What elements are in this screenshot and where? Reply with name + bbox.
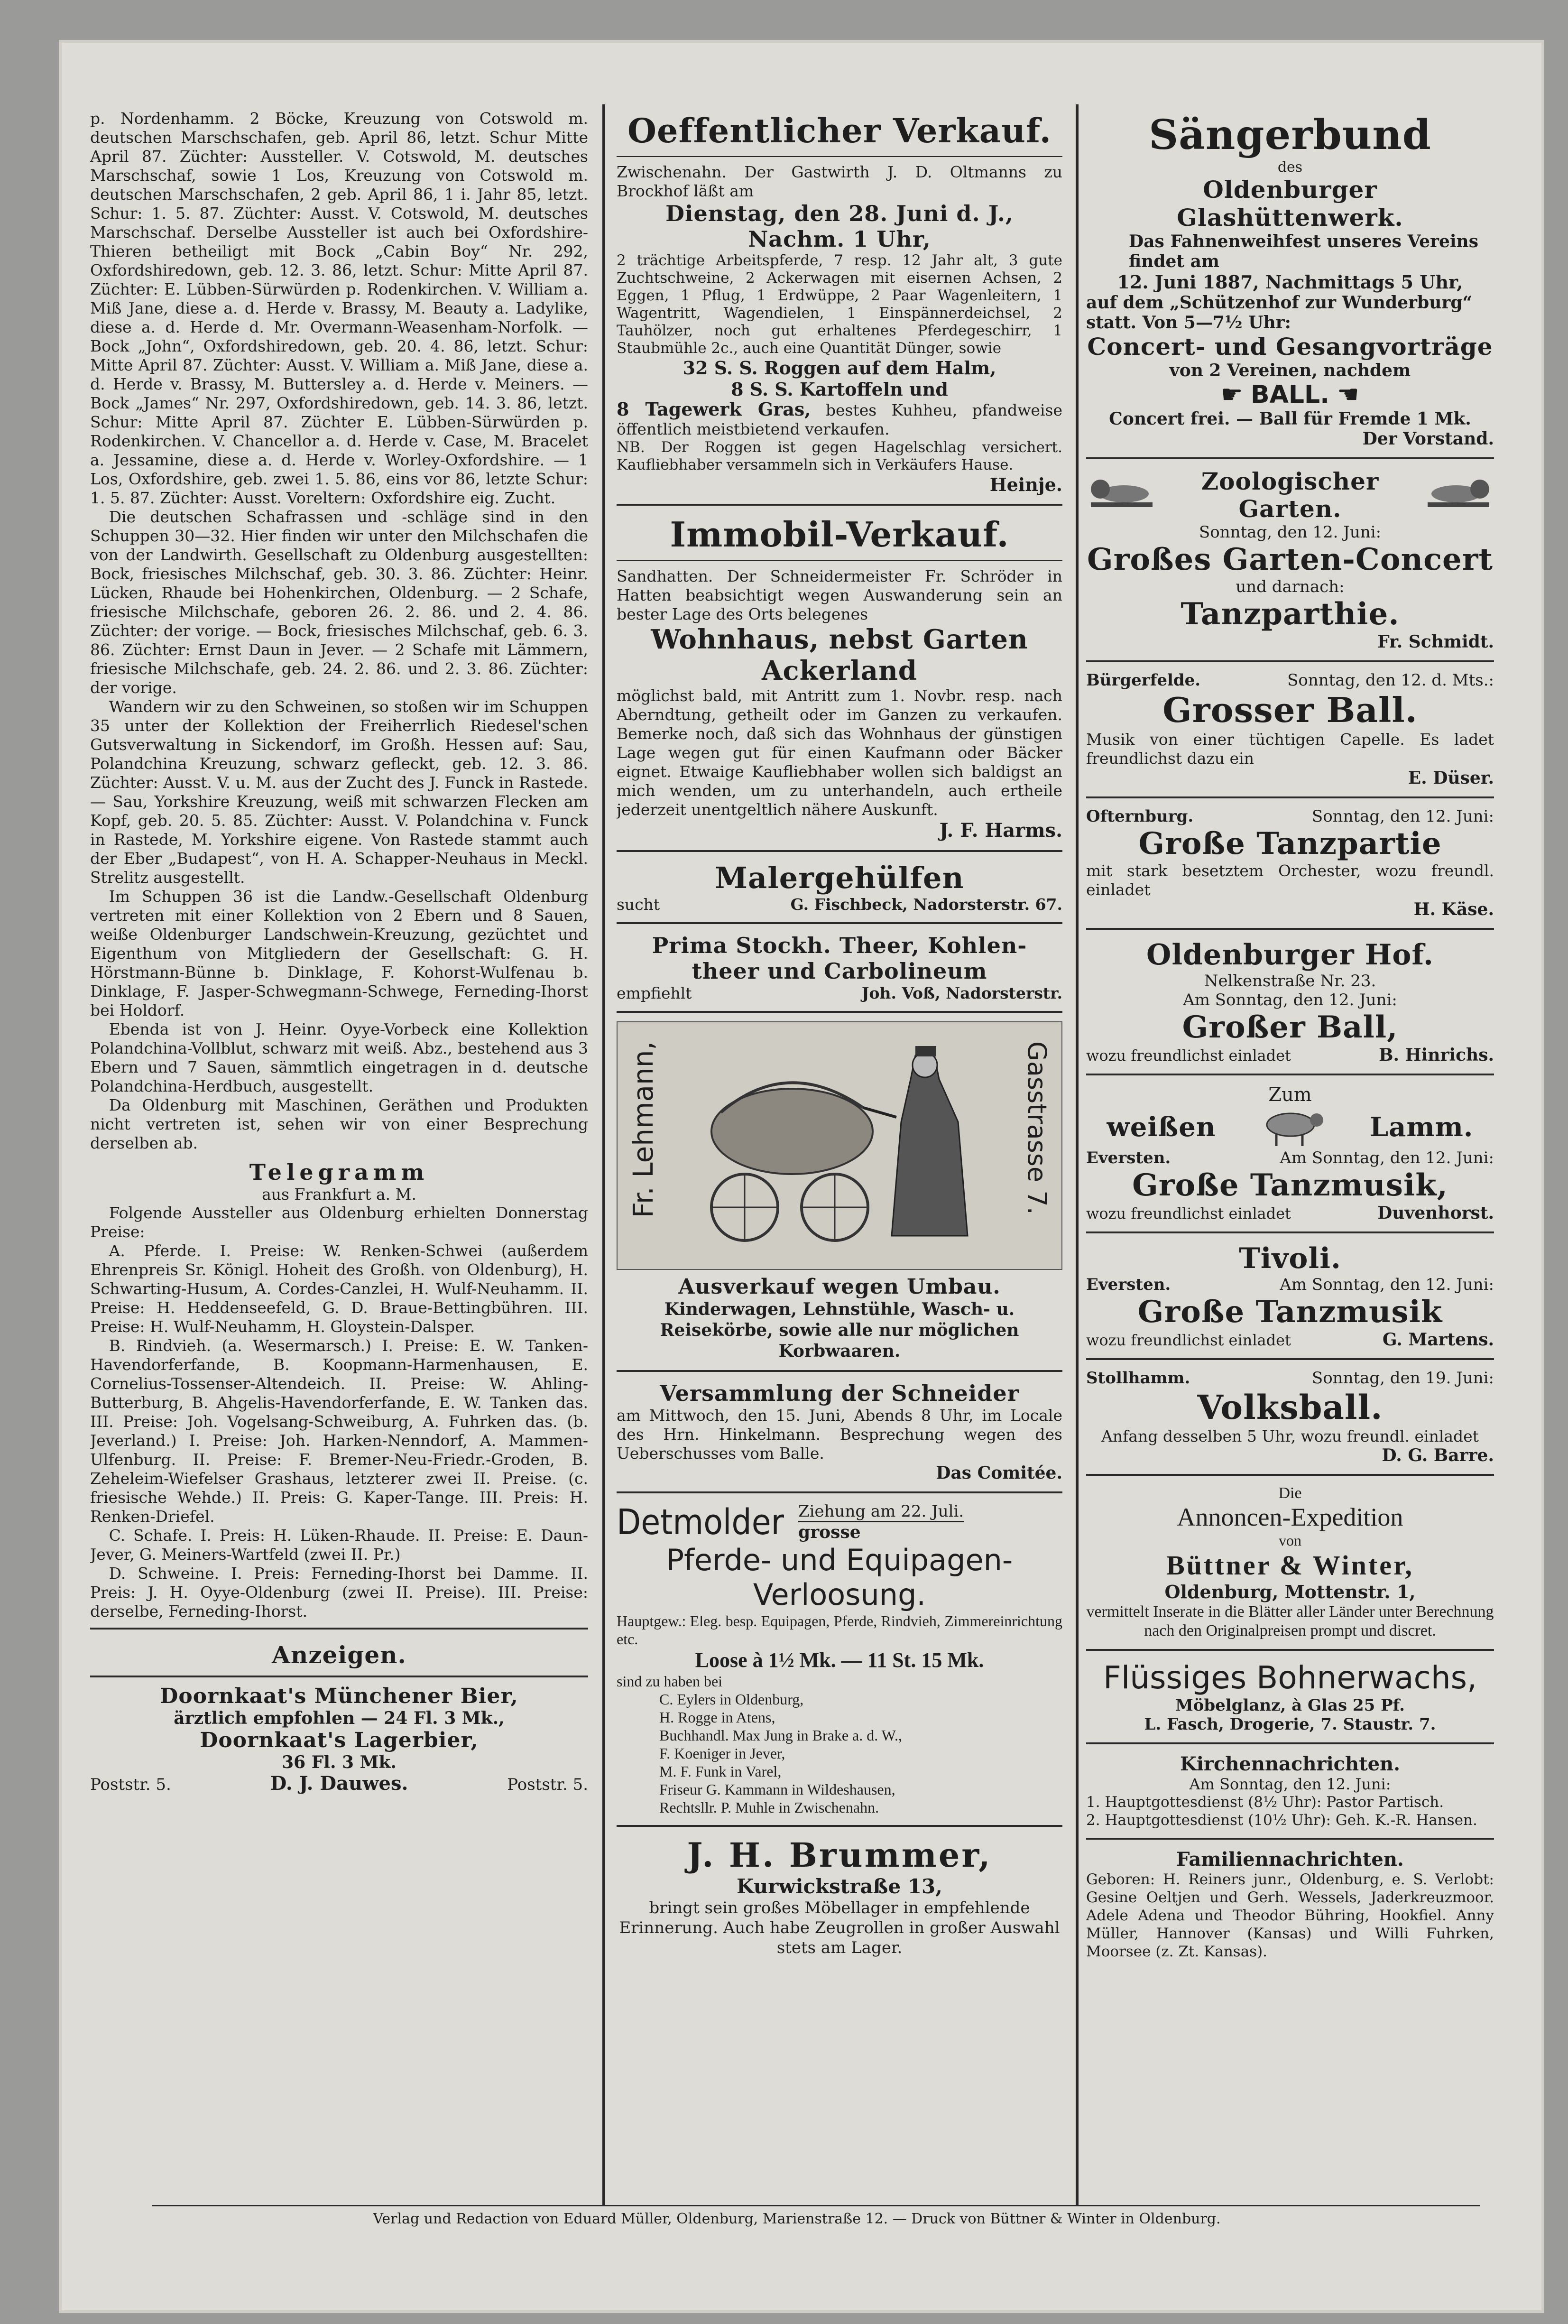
article-paragraph: Wandern wir zu den Schweinen, so stoßen wir im Schuppen 35 unter der Kollektion der Freiherrlich Riedesel'schen Gutsverwaltung in Sickendorf, im Großh. Hessen auf: Sau, Polandchina Kreuzung, schwarz gefleckt, geb. 12. 3. 86. Züchter: Ausst. V. u. M. aus der Zucht des J. Funck in Rastede. — Sau, Yorkshire Kreuzung, weiß mit schwarzen Flecken am Kopf, geb. 20. 5. 85. Züchter: Ausst. V. Polandchina v. Funck in Rastede, M. Yorkshire eigene. Von Rastede stammt auch der Eber „Budapest“, von H. A. Schapper-Neuhaus in Meckl. Strelitz ausgestellt. <box>90 697 588 887</box>
ad-lamm: Lamm. <box>1369 1111 1474 1143</box>
ad-address: Nelkenstraße Nr. 23. <box>1204 972 1376 991</box>
ad-zum: Zum <box>1268 1084 1312 1106</box>
ad-headline: Wohnhaus, nebst Garten <box>651 624 1028 655</box>
ad-concert: Concert- und Gesangvorträge <box>1087 333 1493 361</box>
ad-place: Eversten. <box>1086 1148 1171 1167</box>
ad-vereine: von 2 Vereinen, nachdem <box>1169 361 1411 380</box>
telegram-origin: aus Frankfurt a. M. <box>262 1185 416 1204</box>
ad-title: Große Tanzpartie <box>1138 826 1442 861</box>
ad-tivoli <box>1086 1240 1494 1352</box>
ad-body: Anfang desselben 5 Uhr, wozu freundl. einladet <box>1101 1427 1479 1445</box>
ad-date: Sonntag, den 12. d. Mts.: <box>1287 671 1494 690</box>
ad-signature: Das Comitée. <box>936 1463 1062 1483</box>
divider <box>1086 457 1494 459</box>
ad-address: Oldenburg, Mottenstr. 1, <box>1164 1581 1416 1602</box>
ad-stollhamm <box>1086 1367 1494 1467</box>
column-rule-left <box>602 104 605 2206</box>
ad-invite: wozu freundlichst einladet <box>1086 1331 1291 1349</box>
ad-malergehuelfen <box>617 859 1062 916</box>
section-title: Familiennachrichten. <box>1176 1848 1404 1870</box>
telegram-paragraph: B. Rindvieh. (a. Wesermarsch.) I. Preise: E. W. Tanken-Havendorferfande, B. Koopmann-Harmenhausen, E. Cornelius-Tossenser-Altendeich. II. Preise: W. Ahling-Butterburg, B. Ahgelis-Havendorferfande, E. W. Tanken das. III. Preise: Joh. Vogelsang-Schweiburg, A. Fuhrken das. (b. Jeverland.) I. Preise: Joh. Harken-Nenndorf, A. Mammen-Ulfenburg. II. Preise: F. Bremer-Neu-Friedr.-Groden, B. Zeheleim-Wiefelser Grashaus, letzterer zwei II. Preise. (c. friesische Wehde.) II. Preis: G. Kaper-Tange. III. Preis: H. Renken-Driefel. <box>90 1336 588 1526</box>
ad-rest: bestes Kuhheu, pfandweise öffentlich meistbietend verkaufen. <box>617 401 1062 438</box>
detmold-draw-date: Ziehung am 22. Juli. <box>798 1502 964 1522</box>
ad-body: mit stark besetztem Orchester, wozu freundl. einladet <box>1086 861 1494 899</box>
divider <box>1086 1474 1494 1476</box>
ad-headline: Große Tanzmusik <box>1137 1294 1443 1330</box>
divider <box>1086 796 1494 798</box>
ad-die: Die <box>1278 1484 1302 1502</box>
divider <box>1086 660 1494 662</box>
service-line: 2. Hauptgottesdienst (10½ Uhr): Geh. K.-R. Hansen. <box>1086 1812 1477 1829</box>
pram-woman-image <box>692 1037 987 1255</box>
ad-schneider <box>617 1379 1062 1485</box>
ad-header-row <box>1086 1275 1494 1294</box>
divider <box>1086 928 1494 930</box>
telegram-paragraph: Folgende Aussteller aus Oldenburg erhielten Donnerstag Preise: <box>90 1204 588 1241</box>
ad-oeffentlicher-verkauf <box>617 109 1062 497</box>
zoo-title-2: Garten. <box>1238 495 1342 523</box>
ad-body: möglichst bald, mit Antritt zum 1. Novbr. resp. nach Aberndtung, getheilt oder im Ganzen zu verkaufen. Bemerke noch, daß sich das Wohnhaus der günstigen Lage wegen gut für einen Kaufmann oder Bäcker eignet. Etwaige Kaufliebhaber wollen sich baldigst an mich wenden, um zu unterhandeln, auch ertheile jederzeit unentgeltlich nähere Auskunft. <box>617 686 1062 819</box>
ad-footer-row <box>1086 1203 1494 1223</box>
ad-header-row <box>1086 1148 1494 1167</box>
ad-signature: Der Vorstand. <box>1362 429 1494 449</box>
article-paragraph: Im Schuppen 36 ist die Landw.-Gesellschaft Oldenburg vertreten mit einer Kollektion von 2 Ebern und 8 Sauen, weiße Oldenburger Landschwein-Kreuzung, gezüchtet und Eigenthum von Mitgliedern der Gesellschaft: G. H. Hörstmann-Bünne b. Dinklage, F. Kohorst-Wulfenau b. Dinklage, F. Jasper-Schwegmann-Schwege, Ferneding-Ihorst bei Holdorf. <box>90 887 588 1019</box>
service-line: 1. Hauptgottesdienst (8½ Uhr): Pastor Partisch. <box>1086 1794 1444 1811</box>
ad-title: Flüssiges Bohnerwachs, <box>1103 1659 1477 1696</box>
ad-title: Sängerbund <box>1149 111 1431 159</box>
detmold-prizes: Hauptgew.: Eleg. besp. Equipagen, Pferde, Rindvieh, Zimmereinrichtung etc. <box>617 1612 1062 1648</box>
divider <box>617 504 1062 506</box>
ad-title: Malergehülfen <box>715 861 964 895</box>
telegram-body <box>90 1204 588 1621</box>
ad-body: bringt sein großes Möbellager in empfehlende Erinnerung. Auch habe Zeugrollen in großer Auswahl stets am Lager. <box>619 1898 1060 1957</box>
divider <box>617 922 1062 924</box>
detmold-city: Detmolder <box>617 1502 784 1543</box>
ad-note: NB. Der Roggen ist gegen Hagelschlag versichert. Kaufliebhaber versammeln sich in Verkäufers Hause. <box>617 439 1062 473</box>
telegram-paragraph: A. Pferde. I. Preise: W. Renken-Schwei (außerdem Ehrenpreis Sr. Königl. Hoheit des Großh. von Oldenburg), H. Schwarting-Husum, A. Cordes-Canzlei, H. Wulf-Neuhamm. II. Preise: H. Heddenseefeld, G. D. Braue-Bettingbühren. III. Preise: H. Wulf-Neuhamm, H. Gloystein-Dalsper. <box>90 1241 588 1336</box>
ad-product: Möbelglanz, à Glas 25 Pf. <box>1175 1696 1405 1715</box>
divider <box>1086 1074 1494 1075</box>
ad-verb: sucht <box>617 895 660 914</box>
ad-body: Musik von einer tüchtigen Capelle. Es ladet freundlichst dazu ein <box>1086 730 1494 768</box>
ad-headline-2: Ackerland <box>762 655 917 686</box>
ad-date: Sonntag, den 12. Juni: <box>1199 523 1382 542</box>
ad-place: Ofternburg. <box>1086 807 1194 826</box>
doornkaat-line-3: Doornkaat's Lagerbier, <box>200 1728 479 1752</box>
divider <box>90 1628 588 1630</box>
ad-footer-row <box>617 984 1062 1002</box>
ad-immobil-verkauf <box>617 512 1062 843</box>
pointing-hand-icon: ☛ <box>1337 380 1360 409</box>
ad-title: Oldenburger Hof. <box>1146 938 1434 972</box>
ad-time: Nachm. 1 Uhr, <box>748 226 931 252</box>
ad-place: Stollhamm. <box>1086 1369 1190 1388</box>
ad-headline-2: Tanzparthie. <box>1181 596 1400 632</box>
ad-signature: J. F. Harms. <box>939 819 1062 842</box>
ad-date: Am Sonntag, den 12. Juni: <box>1280 1148 1494 1167</box>
ad-zoologischer-garten <box>1086 466 1494 654</box>
ad-date: Sonntag, den 19. Juni: <box>1311 1369 1494 1388</box>
ad-theer <box>617 931 1062 1004</box>
divider <box>617 1011 1062 1013</box>
article-paragraph: Die deutschen Schafrassen und -schläge sind in den Schuppen 30—32. Hier finden wir unter den Milchschafen die von der Landwirth. Gesellschaft zu Oldenburg ausgestellten: Bock, friesisches Milchschaf, geb. 30. 3. 86. Züchter: Heinr. Lücken, Rhaude bei Hohenkirchen, Oldenburg. — 2 Schafe, friesische Milchschafe, geboren 26. 2. 86. und 2. 4. 86. Züchter: der vorige. — Bock, friesisches Milchschaf, geb. 6. 3. 86. Züchter: Ernst Daun in Jever. — 2 Schafe mit Lämmern, friesische Milchschafe, geb. 24. 2. 86. und 2. 3. 86. Züchter: der vorige. <box>90 508 588 697</box>
ad-title: Versammlung der Schneider <box>660 1380 1019 1406</box>
familiennachrichten <box>1086 1846 1494 1963</box>
divider <box>1086 1742 1494 1744</box>
ad-address: Kurwickstraße 13, <box>737 1875 942 1898</box>
detmold-header <box>617 1502 1062 1543</box>
divider <box>617 1491 1062 1493</box>
detmold-sellers <box>617 1672 1062 1816</box>
ad-header-row <box>1086 1369 1494 1388</box>
column-ads-middle <box>617 109 1062 2206</box>
ad-footer-row <box>1086 1045 1494 1065</box>
ad-signature: E. Düser. <box>1408 768 1494 788</box>
lamm-header <box>1086 1106 1494 1148</box>
ad-gras: 8 Tagewerk Gras, <box>617 398 811 420</box>
ad-oldenburger-hof <box>1086 936 1494 1067</box>
ad-signature: L. Fasch, Drogerie, 7. Staustr. 7. <box>1144 1715 1436 1734</box>
ad-title-line-2: theer und Carbolineum <box>692 958 987 984</box>
imprint-footer: Verlag und Redaction von Eduard Müller, Oldenburg, Marienstraße 12. — Druck von Büttner & Winter in Oldenburg. <box>373 2211 1221 2227</box>
ad-headline: Großer Ball, <box>1182 1009 1398 1045</box>
article-paragraph: p. Nordenhamm. 2 Böcke, Kreuzung von Cotswold m. deutschen Marschschafen, geb. April 86, letzt. Schur Mitte April 87. Züchter: Aussteller. V. Cotswold, M. deutsches Marschschaf, sowie 1 Los, Kreuzung von Cotswold m. deutschen Marschschafen, 2 geb. April 86, 1 i. Jahr 85, letzt. Schur: 1. 5. 87. Züchter: Ausst. V. Cotswold, M. deutsches Marschschaf. Derselbe Aussteller ist auch bei Oxfordshire-Thieren betheiligt mit Bock „Cabin Boy“ Nr. 292, Oxfordshiredown, geb. 12. 3. 86, letzt. Schur: Mitte April 87. Züchter: E. Lübben-Sürwürden p. Rodenkirchen. V. William a. Miß Jane, diese a. d. Herde v. Brassy, M. Beauty a. Ladylike, diese a. d. Herde d. Mr. Overmann-Weasenham-Norfolk. — Bock „John“, Oxfordshiredown, geb. 20. 4. 86, letzt. Schur: Mitte April 87. Züchter: Ausst. V. William a. Miß Jane, diese a. d. Herde v. Brassy, M. Buttersley a. d. Herde v. Meiners. — Bock „James“ Nr. 297, Oxfordshiredown, geb. 14. 3. 86, letzt. Schur: Mitte April 87. Züchter E. Lübben-Sürwürden p. Rodenkirchen. V. Chancellor a. d. Herde v. Case, M. Bracelet a. Jessamine, diese a. d. Herde v. Worley-Oxfordshire. — 1 Los, Oxfordshire, geb. zwei 1. 5. 86, eins vor 86, letzte Schur: 1. 5. 87. Züchter: Ausst. Voreltern: Oxfordshire eig. Zucht. <box>90 109 588 507</box>
divider <box>90 1676 588 1677</box>
ad-body: am Mittwoch, den 15. Juni, Abends 8 Uhr, im Locale des Hrn. Hinkelmann. Besprechung wegen des Ueberschusses vom Balle. <box>617 1406 1062 1463</box>
seller-line: Buchhandl. Max Jung in Brake a. d. W., <box>659 1727 902 1744</box>
ad-title: Volksball. <box>1197 1388 1383 1427</box>
ad-footer-row <box>617 895 1062 914</box>
section-date: Am Sonntag, den 12. Juni: <box>1189 1775 1391 1793</box>
ad-title: Annoncen-Expedition <box>1177 1503 1403 1531</box>
ad-intro: Zwischenahn. Der Gastwirth J. D. Oltmanns zu Brockhof läßt am <box>617 163 1062 200</box>
ad-weissen-lamm <box>1086 1082 1494 1225</box>
ad-saengerbund <box>1086 109 1494 451</box>
ad-title: Große Tanzmusik, <box>1132 1167 1448 1203</box>
ball-label: BALL. <box>1251 380 1329 409</box>
footer-rule <box>152 2205 1480 2206</box>
doornkaat-line-2: ärztlich empfohlen — 24 Fl. 3 Mk., <box>174 1708 505 1728</box>
divider <box>617 850 1062 852</box>
ad-place: Bürgerfelde. <box>1086 671 1201 690</box>
ad-entry: Concert frei. — Ball für Fremde 1 Mk. <box>1109 409 1471 429</box>
lamb-icon <box>1257 1106 1328 1148</box>
lion-icon <box>1423 474 1494 517</box>
ad-place: Eversten. <box>1086 1275 1171 1294</box>
pram-illustration <box>617 1021 1062 1270</box>
ad-company: Büttner & Winter, <box>1166 1550 1414 1581</box>
ad-verb: empfiehlt <box>617 984 692 1002</box>
ad-intro: Sandhatten. Der Schneidermeister Fr. Schröder in Hatten beabsichtigt wegen Auswanderung sein an bester Lage des Orts belegenes <box>617 567 1062 623</box>
ad-signature: G. Fischbeck, Nadorsterstr. 67. <box>790 895 1062 914</box>
ad-signature: Fr. Schmidt. <box>1377 632 1494 652</box>
section-title: Kirchennachrichten. <box>1180 1753 1401 1775</box>
ad-invite: wozu freundlichst einladet <box>1086 1046 1291 1065</box>
seller-line: Rechtsllr. P. Muhle in Zwischenahn. <box>659 1799 879 1816</box>
divider <box>1086 1231 1494 1233</box>
seller-line: H. Rogge in Atens, <box>659 1709 775 1726</box>
seller-line: M. F. Funk in Varel, <box>659 1763 782 1780</box>
lehmann-name: Fr. Lehmann, <box>627 1041 659 1218</box>
ad-subtitle: Oldenburger Glashüttenwerk. <box>1177 176 1403 231</box>
ad-date: 12. Juni 1887, Nachmittags 5 Uhr, <box>1117 271 1463 293</box>
ad-signature: Joh. Voß, Nadorsterstr. <box>861 984 1062 1002</box>
seller-line: Friseur G. Kammann in Wildeshausen, <box>659 1781 895 1798</box>
ad-title: Ausverkauf wegen Umbau. <box>678 1275 1001 1299</box>
telegram-title: Telegramm <box>249 1159 429 1185</box>
lehmann-street: Gasstrasse 7. <box>1022 1041 1052 1215</box>
divider <box>1086 1838 1494 1840</box>
divider <box>617 560 1062 561</box>
doornkaat-line-1: Doornkaat's Münchener Bier, <box>160 1684 518 1708</box>
kirchennachrichten <box>1086 1751 1494 1831</box>
ad-von: von <box>1279 1532 1301 1549</box>
ad-date: Sonntag, den 12. Juni: <box>1311 807 1494 826</box>
ad-brummer <box>617 1833 1062 1960</box>
ad-location: auf dem „Schützenhof zur Wunderburg“ statt. Von 5—7½ Uhr: <box>1086 293 1473 333</box>
ad-ofternburg <box>1086 805 1494 921</box>
article-paragraph: Ebenda ist von J. Heinr. Oyye-Vorbeck eine Kollektion Polandchina-Vollblut, schwarz mit weiß. Abz., bestehend aus 3 Ebern und 7 Sauen, sämmtlich eingetragen in d. deutsche Polandchina-Herdbuch, ausgestellt. <box>90 1020 588 1095</box>
divider <box>1086 1358 1494 1360</box>
detmold-price: Loose à 1½ Mk. — 11 St. 15 Mk. <box>695 1648 984 1672</box>
detmold-draw-box <box>798 1502 964 1542</box>
ad-signature: Heinje. <box>989 474 1062 495</box>
ad-bohnerwachs <box>1086 1657 1494 1736</box>
ad-header-row <box>1086 807 1494 826</box>
seller-line: sind zu haben bei <box>617 1673 723 1690</box>
lion-icon <box>1086 474 1157 517</box>
ad-date: Am Sonntag, den 12. Juni: <box>1183 991 1397 1009</box>
ad-weissen: weißen <box>1107 1111 1216 1143</box>
ad-intro: Das Fahnenweihfest unseres Vereins findet am <box>1129 231 1478 271</box>
divider <box>617 1370 1062 1372</box>
ad-footer-row <box>1086 1330 1494 1350</box>
ad-headline: Großes Garten-Concert <box>1087 542 1494 577</box>
ad-roggen: 32 S. S. Roggen auf dem Halm, <box>683 357 996 379</box>
ad-buergerfelde <box>1086 669 1494 790</box>
ad-title: Immobil-Verkauf. <box>670 514 1009 555</box>
ads-heading: Anzeigen. <box>272 1641 406 1669</box>
ad-date: Am Sonntag, den 12. Juni: <box>1280 1275 1494 1294</box>
doornkaat-name: D. J. Dauwes. <box>270 1772 408 1795</box>
seller-line: F. Koeniger in Jever, <box>659 1745 785 1762</box>
ball-row <box>1086 380 1494 409</box>
detmold-title-2: Verloosung. <box>753 1577 926 1612</box>
ad-signature: D. G. Barre. <box>1382 1445 1494 1465</box>
ad-header-row <box>1086 671 1494 690</box>
ad-body: Kinderwagen, Lehnstühle, Wasch- u. Reisekörbe, sowie alle nur möglichen Korbwaaren. <box>660 1299 1019 1361</box>
ad-title: J. H. Brummer, <box>687 1835 992 1875</box>
ad-lehmann <box>617 1019 1062 1363</box>
ad-detmold-lottery <box>617 1500 1062 1818</box>
divider <box>617 1825 1062 1827</box>
divider <box>617 156 1062 157</box>
ad-signature: B. Hinrichs. <box>1379 1045 1494 1065</box>
seller-line: C. Eylers in Oldenburg, <box>659 1691 804 1708</box>
divider <box>1086 1649 1494 1651</box>
ad-title: Oeffentlicher Verkauf. <box>627 111 1052 150</box>
ad-signature: G. Martens. <box>1382 1330 1494 1350</box>
doornkaat-address-right: Poststr. 5. <box>507 1775 588 1794</box>
ad-title: Tivoli. <box>1239 1242 1341 1275</box>
telegram-paragraph: D. Schweine. I. Preis: Ferneding-Ihorst bei Damme. II. Preis: J. H. Oyye-Oldenburg (zwei II. Preise). III. Preise: derselbe, Ferneding-Ihorst. <box>90 1564 588 1620</box>
ad-body: vermittelt Inserate in die Blätter aller Länder unter Berechnung nach den Originalpreisen prompt und discret. <box>1086 1603 1494 1639</box>
ad-kartoffeln: 8 S. S. Kartoffeln und <box>731 379 948 400</box>
zoo-title-1: Zoologischer <box>1201 467 1379 495</box>
column-rule-right <box>1076 104 1079 2206</box>
ad-date: Dienstag, den 28. Juni d. J., <box>665 201 1014 226</box>
ad-title: Grosser Ball. <box>1162 690 1418 730</box>
ad-title-line-1: Prima Stockh. Theer, Kohlen- <box>652 933 1027 958</box>
section-body: Geboren: H. Reiners junr., Oldenburg, e. S. Verlobt: Gesine Oeltjen und Gerh. Wessels, Jaderkreuzmoor. Adele Adena und Theodor Bühring, Hookfiel. Anny Müller, Hannover (Kansas) und Willi Fuhrken, Moorsee (z. Zt. Kansas). <box>1086 1871 1494 1960</box>
article-body <box>90 109 588 1153</box>
ad-item-list: 2 trächtige Arbeitspferde, 7 resp. 12 Jahr alt, 3 gute Zuchtschweine, 2 Ackerwagen mit eisernen Achsen, 2 Eggen, 1 Pflug, 1 Erdwüppe, 2 Paar Wagenleitern, 1 Wagentritt, Wagendielen, 1 Einspännerdeichsel, 2 Tauhölzer, noch gut erhaltenes Pferdegeschirr, 1 Staubmühle 2c., auch eine Quantität Dünger, sowie <box>617 252 1062 357</box>
detmold-title-1: Pferde- und Equipagen- <box>666 1543 1013 1577</box>
ad-gras-row <box>617 400 1062 439</box>
telegram-paragraph: C. Schafe. I. Preis: H. Lüken-Rhaude. II. Preise: E. Daun-Jever, G. Meiners-Wartfeld (zwei II. Pr.) <box>90 1526 588 1564</box>
ad-connector: und darnach: <box>1236 577 1345 596</box>
zoo-header <box>1086 468 1494 523</box>
zoo-title <box>1201 468 1379 523</box>
ad-des: des <box>1277 159 1303 176</box>
doornkaat-line-4: 36 Fl. 3 Mk. <box>282 1752 397 1772</box>
doornkaat-signature-row <box>90 1772 588 1795</box>
doornkaat-address-left: Poststr. 5. <box>90 1775 171 1794</box>
article-paragraph: Da Oldenburg mit Maschinen, Geräthen und Produkten nicht vertreten ist, sehen wir von einer Besprechung derselben ab. <box>90 1096 588 1152</box>
detmold-grosse: grosse <box>798 1522 861 1542</box>
pointing-hand-icon: ☛ <box>1220 380 1243 409</box>
column-ads-right <box>1086 109 1494 2206</box>
ad-signature: Duvenhorst. <box>1377 1203 1494 1223</box>
ad-annoncen-expedition <box>1086 1482 1494 1642</box>
ad-invite: wozu freundlichst einladet <box>1086 1204 1291 1222</box>
ad-signature: H. Käse. <box>1413 899 1494 919</box>
column-news <box>90 109 588 2206</box>
